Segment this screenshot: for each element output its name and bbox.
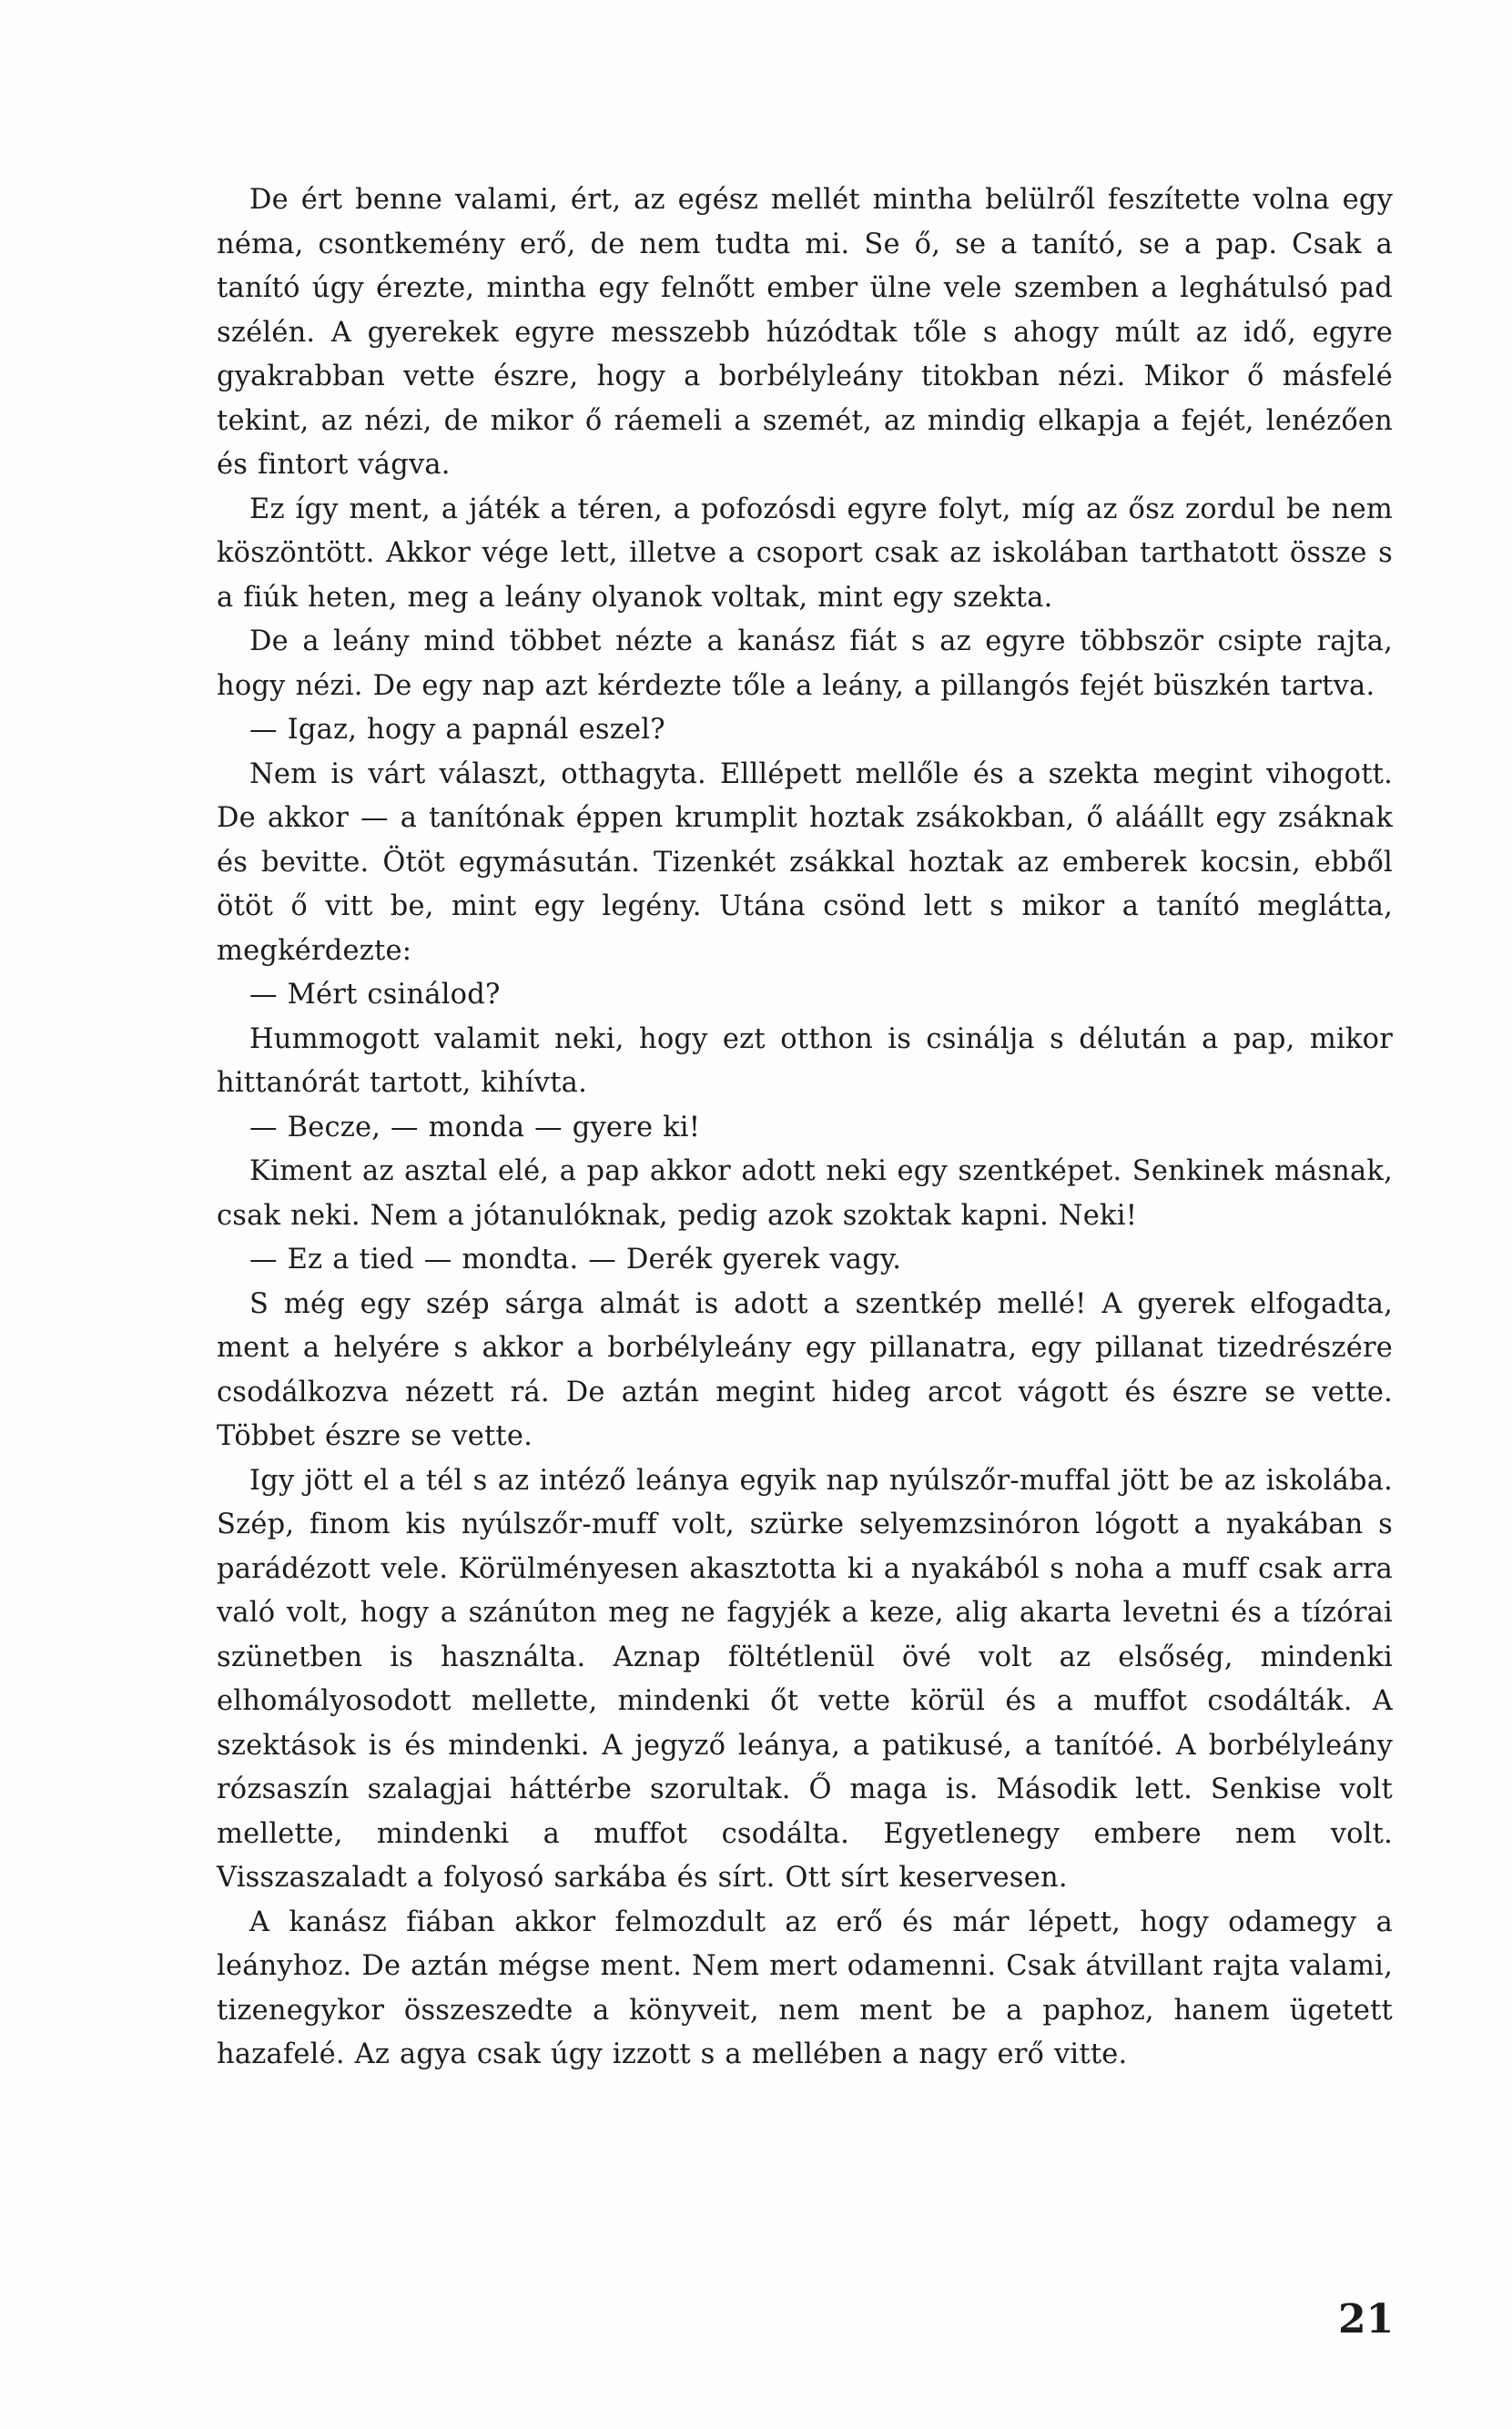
paragraph: Nem is várt választ, otthagyta. Elllépett mellőle és a szekta megint vihogott. De akkor — a tanítónak éppen krumplit hoztak zsákokban, ő aláállt egy zsáknak és bevitte. Ötöt egymásután. Tizenkét zsákkal hoztak az emberek kocsin, ebből ötöt ő vitt be, mint egy legény. Utána csönd lett s mikor a tanító meglátta, megkérdezte: xyxy=(217,757,1393,967)
paragraph: Kiment az asztal elé, a pap akkor adott neki egy szentképet. Senkinek másnak, csak neki. Nem a jótanulóknak, pedig azok szoktak kapni. Neki! xyxy=(217,1155,1393,1232)
dialogue-line: — Becze, — monda — gyere ki! xyxy=(249,1111,701,1143)
paragraph: Ez így ment, a játék a téren, a pofozósdi egyre folyt, míg az ősz zordul be nem köszöntött. Akkor vége lett, illetve a csoport csak az iskolában tarthatott össze s a fiúk heten, meg a leány olyanok voltak, mint egy szekta. xyxy=(217,493,1393,614)
paragraph: A kanász fiában akkor felmozdult az erő és már lépett, hogy odamegy a leányhoz. De aztán mégse ment. Nem mert odamenni. Csak átvillant rajta valami, tizenegykor összeszedte a könyveit, nem ment be a paphoz, hanem ügetett hazafelé. Az agya csak úgy izzott s a mellében a nagy erő vitte. xyxy=(217,1906,1393,2070)
paragraph: De a leány mind többet nézte a kanász fiát s az egyre többször csipte rajta, hogy nézi. De egy nap azt kérdezte tőle a leány, a pillangós fejét büszkén tartva. xyxy=(217,625,1393,702)
body-text xyxy=(217,178,1393,2078)
dialogue-line: — Ez a tied — mondta. — Derék gyerek vagy. xyxy=(249,1244,902,1275)
paragraph: Igy jött el a tél s az intéző leánya egyik nap nyúlszőr-muffal jött be az iskolába. Szép, finom kis nyúlszőr-muff volt, szürke selyemzsinóron lógott a nyakában s parádézott vele. Körülményesen akasztotta ki a nyakából s noha a muff csak arra való volt, hogy a szánúton meg ne fagyjék a keze, alig akarta levetni és a tízórai szünetben is használta. Aznap föltétlenül övé volt az elsőség, mindenki elhomályosodott mellette, mindenki őt vette körül és a muffot csodálták. A szektások is és mindenki. A jegyző leánya, a patikusé, a tanítóé. A borbélyleány rózsaszín szalagjai háttérbe szorultak. Ő maga is. Második lett. Senkise volt mellette, mindenki a muffot csodálta. Egyetlenegy embere nem volt. Visszaszaladt a folyosó sarkába és sírt. Ott sírt keservesen. xyxy=(217,1464,1393,1894)
paragraph: Hummogott valamit neki, hogy ezt otthon is csinálja s délután a pap, mikor hittanórát tartott, kihívta. xyxy=(217,1022,1393,1099)
page-number: 21 xyxy=(1338,2296,1395,2343)
dialogue-line: — Mért csinálod? xyxy=(249,979,501,1011)
paragraph: S még egy szép sárga almát is adott a szentkép mellé! A gyerek elfogadta, ment a helyére s akkor a borbélyleány egy pillanatra, egy pillanat tizedrészére csodálkozva nézett rá. De aztán megint hideg arcot vágott és észre se vette. Többet észre se vette. xyxy=(217,1287,1393,1452)
paragraph: De ért benne valami, ért, az egész mellét mintha belülről feszítette volna egy néma, csontkemény erő, de nem tudta mi. Se ő, se a tanító, se a pap. Csak a tanító úgy érezte, mintha egy felnőtt ember ülne vele szemben a leghátulsó pad szélén. A gyerekek egyre messzebb húzódtak tőle s ahogy múlt az idő, egyre gyakrabban vette észre, hogy a borbélyleány titokban nézi. Mikor ő másfelé tekint, az nézi, de mikor ő ráemeli a szemét, az mindig elkapja a fejét, lenézően és fintort vágva. xyxy=(217,184,1393,481)
dialogue-line: — Igaz, hogy a papnál eszel? xyxy=(249,714,665,746)
